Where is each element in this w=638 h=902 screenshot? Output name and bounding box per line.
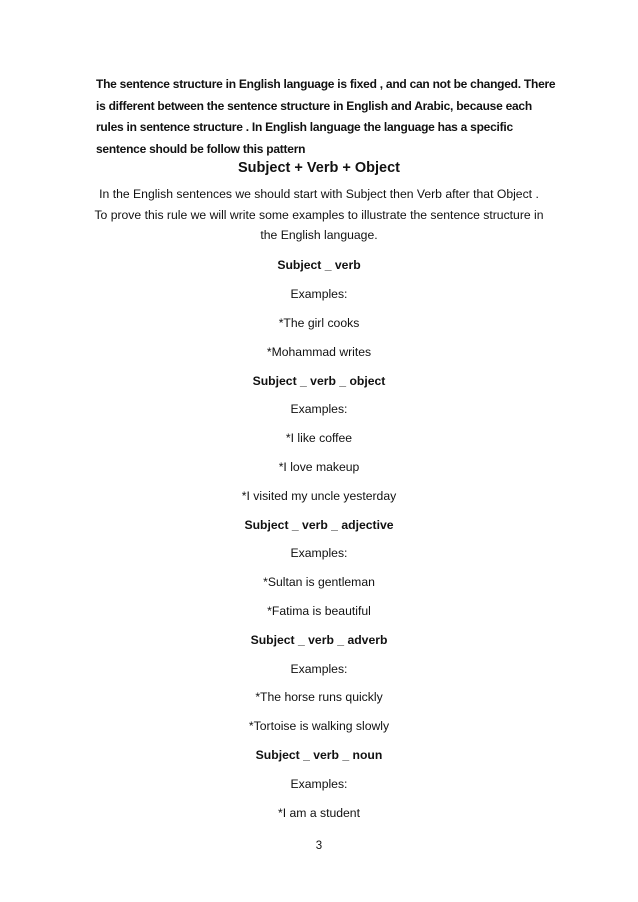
example-sentence: *I visited my uncle yesterday	[241, 489, 397, 503]
example-sentence: *Mohammad writes	[266, 345, 372, 359]
intro-line: rules in sentence structure . In English language the language has a specific	[96, 120, 513, 134]
examples-label: Examples:	[290, 777, 348, 791]
section-heading: Subject _ verb _ object	[252, 374, 386, 388]
section-heading: Subject _ verb _ adverb	[250, 633, 388, 647]
intro-paragraph	[96, 74, 556, 160]
page-number: 3	[315, 840, 323, 852]
section-heading: Subject _ verb _ adjective	[244, 518, 394, 532]
example-sentence: *Tortoise is walking slowly	[248, 719, 390, 733]
explanation-paragraph	[0, 184, 638, 246]
intro-line: is different between the sentence structure in English and Arabic, because each	[96, 98, 532, 113]
examples-label: Examples:	[290, 287, 348, 301]
example-sentence: *I am a student	[278, 806, 360, 820]
example-sentence: *I like coffee	[285, 431, 353, 445]
explanation-line: the English language.	[260, 228, 378, 242]
example-sentence: *Fatima is beautiful	[267, 604, 371, 618]
examples-label: Examples:	[290, 546, 348, 560]
examples-label: Examples:	[290, 662, 348, 676]
section-heading: Subject _ verb	[277, 258, 361, 272]
intro-line: sentence should be follow this pattern	[96, 141, 306, 156]
intro-line: The sentence structure in English language is fixed , and can not be changed. There	[96, 77, 556, 91]
example-sentence: *The horse runs quickly	[255, 690, 383, 704]
explanation-line: In the English sentences we should start with Subject then Verb after that Object .	[99, 187, 539, 201]
section-heading: Subject _ verb _ noun	[255, 748, 383, 762]
pattern-heading: Subject + Verb + Object	[238, 160, 400, 176]
example-sentence: *I love makeup	[278, 460, 360, 474]
example-sentence: *Sultan is gentleman	[263, 575, 375, 589]
explanation-line: To prove this rule we will write some examples to illustrate the sentence structure in	[94, 207, 544, 222]
examples-label: Examples:	[290, 402, 348, 416]
example-sentence: *The girl cooks	[278, 316, 360, 330]
